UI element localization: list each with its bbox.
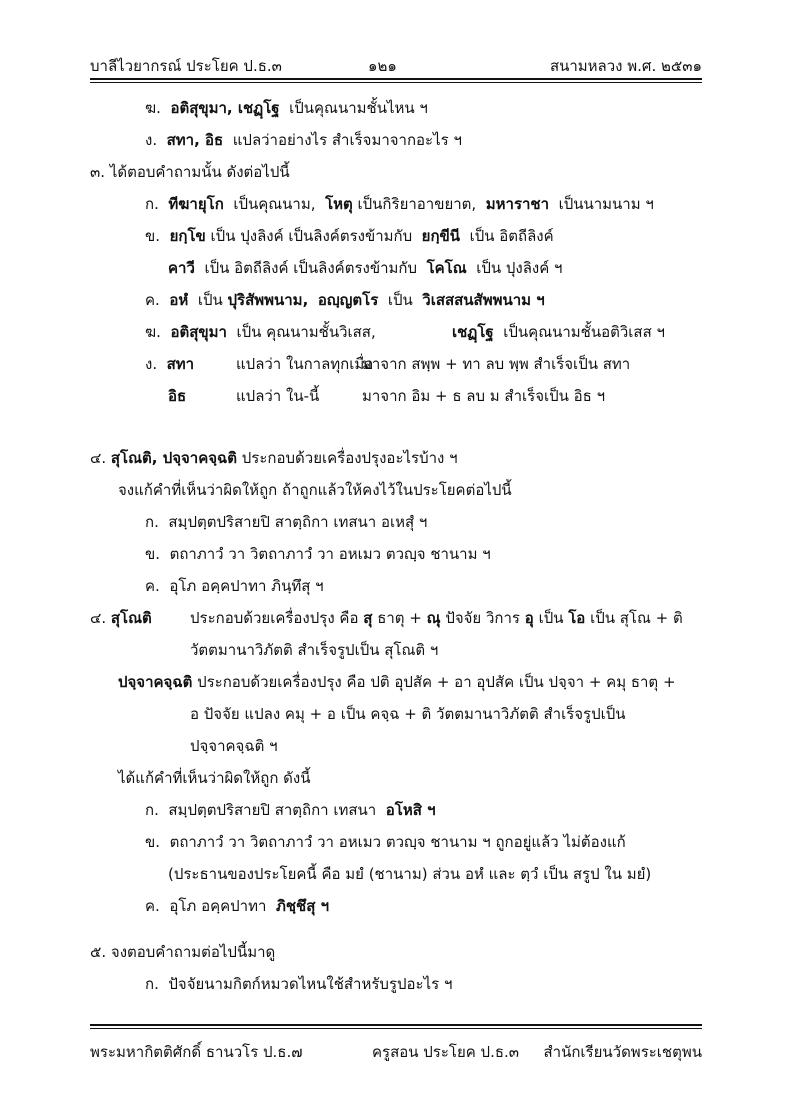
answer-line-part — [236, 386, 319, 406]
question-line — [145, 512, 427, 532]
answer-line — [168, 258, 562, 278]
question-text: แปลว่าอย่างไร สำเร็จมาจากอะไร ฯ — [232, 131, 462, 149]
question-line — [90, 448, 458, 468]
item-label: ง. — [145, 355, 158, 373]
answer-text: ได้แก้คำที่เห็นว่าผิดให้ถูก ดังนี้ — [118, 769, 311, 787]
answer-text: เป็น — [197, 291, 223, 309]
answer-line — [190, 704, 626, 724]
answer-text: มาจาก สพฺพ + ทา ลบ พฺพ สำเร็จเป็น สทา — [362, 355, 631, 373]
answer-text: สมฺปตฺตปริสายปิ สาตฺถิกา เทสนา — [168, 801, 377, 819]
bold-term: เชฏฺโฐ — [452, 323, 494, 341]
footer-rule-thin — [90, 1028, 702, 1029]
item-label: ค. — [145, 897, 160, 915]
bold-term: ภิชฺชึสุ ฯ — [275, 897, 330, 915]
question-line — [145, 98, 428, 118]
bold-term: อติสุขุมา — [170, 323, 227, 341]
answer-text: มาจาก อิม + ธ ลบ ม สำเร็จเป็น อิธ ฯ — [362, 387, 606, 405]
question-text: ประกอบด้วยเครื่องปรุงอะไรบ้าง ฯ — [241, 449, 458, 467]
answer-line — [168, 386, 186, 406]
answer-line — [190, 640, 438, 660]
item-label: ก. — [145, 801, 159, 819]
bold-term: ยกฺโข — [169, 227, 206, 245]
answer-text: ประกอบด้วยเครื่องปรุง คือ ปติ อุปสัค + อา อุปสัค เป็น ปจฺจา + คมุ ธาตุ + — [197, 673, 676, 691]
section-number: ๔. — [90, 449, 107, 467]
answer-text: เป็น คุณนามชั้นวิเสส, — [236, 323, 376, 341]
bold-term: สทา, อิธ — [166, 131, 224, 149]
page-header — [90, 54, 702, 76]
answer-text: เป็น ปุงลิงค์ ฯ — [476, 259, 563, 277]
answer-line — [145, 226, 554, 246]
header-rule-thin — [90, 82, 702, 83]
answer-text: เป็นนามนาม ฯ — [558, 195, 654, 213]
answer-text: อุโภ อคฺคปาทา — [169, 897, 267, 915]
question-text: ปัจจัยนามกิตก์หมวดไหนใช้สำหรับรูปอะไร ฯ — [168, 975, 453, 993]
question-line — [118, 480, 512, 500]
answer-text: แปลว่า ในกาลทุกเมื่อ — [236, 355, 374, 373]
answer-text: เป็น สุโณ + ติ — [590, 609, 683, 627]
bold-term: วิเสสสนสัพพนาม ฯ — [422, 291, 545, 309]
answer-line-part — [362, 354, 630, 374]
answer-line — [145, 800, 436, 820]
bold-term: อติสุขุมา, เชฏฺโฐ — [170, 99, 280, 117]
answer-intro — [90, 162, 290, 182]
footer-role: ครูสอน ประโยค ป.ธ.๓ — [372, 1043, 520, 1061]
item-label: ฆ. — [145, 323, 161, 341]
answer-text: ประกอบด้วยเครื่องปรุง คือ — [190, 609, 359, 627]
item-label: ก. — [145, 195, 159, 213]
bold-term: สทา — [166, 355, 195, 373]
bold-term: อโหสิ ฯ — [385, 801, 436, 819]
answer-text: อ ปัจจัย แปลง คมุ + อ เป็น คจฺฉ + ติ วัตตมานาวิภัตติ สำเร็จรูปเป็น — [190, 705, 626, 723]
answer-text: แปลว่า ใน-นี้ — [236, 387, 320, 405]
answer-text: ปจฺจาคจฺฉติ ฯ — [190, 737, 278, 755]
answer-intro-text: ได้ตอบคำถามนั้น ดังต่อไปนี้ — [109, 163, 290, 181]
header-book-title: บาลีไวยากรณ์ ประโยค ป.ธ.๓ — [90, 57, 282, 75]
bold-term: สุโณติ, ปจฺจาคจฺฉติ — [110, 449, 237, 467]
bold-term: อุ — [524, 609, 534, 627]
answer-line — [118, 672, 676, 692]
answer-note: (ประธานของประโยคนี้ คือ มยํ (ชานาม) ส่วน อหํ และ ตฺวํ เป็น สรูป ใน มยํ) — [168, 865, 652, 883]
answer-text: เป็นคุณนาม, — [233, 195, 316, 213]
answer-line — [145, 194, 654, 214]
page-number: ๑๒๑ — [368, 57, 397, 75]
answer-line — [145, 290, 545, 310]
answer-line-part — [190, 608, 683, 628]
bold-term: อหํ — [169, 291, 189, 309]
answer-text: วัตตมานาวิภัตติ สำเร็จรูปเป็น สุโณติ ฯ — [190, 641, 439, 659]
bold-term: มหาราชา — [485, 195, 550, 213]
answer-text: ธาตุ + — [377, 609, 422, 627]
bold-term: โหตุ — [325, 195, 353, 213]
bold-term: ปจฺจาคจฺฉติ — [118, 673, 193, 691]
answer-line-part — [236, 354, 373, 374]
question-line — [145, 130, 462, 150]
bold-term: สุโณติ — [110, 609, 152, 627]
question-text: สมฺปตฺตปริสายปิ สาตฺถิกา เทสนา อเหสุํ ฯ — [168, 513, 428, 531]
answer-line — [145, 354, 194, 374]
item-label: ข. — [145, 227, 161, 245]
item-label: ข. — [145, 545, 161, 563]
question-text: ตถาภาวํ วา วิตถาภาวํ วา อหเมว ตวญฺจ ชานาม ฯ — [169, 545, 491, 563]
item-label: ค. — [145, 291, 160, 309]
bold-term: ยกฺขีนี — [421, 227, 461, 245]
page-footer — [90, 1040, 702, 1062]
answer-text: เป็น อิตถีลิงค์ — [469, 227, 554, 245]
bold-term: คาวี — [168, 259, 195, 277]
footer-author: พระมหากิตติศักดิ์ ธานวโร ป.ธ.๗ — [90, 1043, 303, 1061]
question-line — [90, 942, 275, 962]
question-text: จงแก้คำที่เห็นว่าผิดให้ถูก ถ้าถูกแล้วให้คงไว้ในประโยคต่อไปนี้ — [118, 481, 512, 499]
question-text: จงตอบคำถามต่อไปนี้มาดู — [110, 943, 276, 961]
item-label: ฆ. — [145, 99, 161, 117]
item-label: ค. — [145, 577, 160, 595]
answer-text: เป็น อิตถีลิงค์ เป็นลิงค์ตรงข้ามกับ — [204, 259, 418, 277]
question-text: เป็นคุณนามชั้นไหน ฯ — [289, 99, 428, 117]
header-exam-year: สนามหลวง พ.ศ. ๒๕๓๑ — [549, 57, 702, 75]
section-number: ๓. — [90, 163, 106, 181]
bold-term: สุ — [363, 609, 373, 627]
bold-term: โคโณ — [426, 259, 467, 277]
answer-line — [145, 322, 376, 342]
answer-text: เป็นกิริยาอาขยาต, — [357, 195, 477, 213]
section-number: ๕. — [90, 943, 107, 961]
header-rule-thick — [90, 78, 702, 80]
question-line — [145, 544, 491, 564]
answer-line — [190, 736, 278, 756]
item-label: ก. — [145, 513, 159, 531]
item-label: ก. — [145, 975, 159, 993]
bold-term: อิธ — [168, 387, 187, 405]
section-number: ๔. — [90, 609, 107, 627]
footer-rule-thick — [90, 1024, 702, 1026]
answer-line — [168, 864, 651, 884]
answer-text: ปัจจัย วิการ — [445, 609, 520, 627]
answer-text: ตถาภาวํ วา วิตถาภาวํ วา อหเมว ตวญฺจ ชานาม ฯ ถูกอยู่แล้ว ไม่ต้องแก้ — [169, 833, 626, 851]
question-line — [145, 576, 324, 596]
item-label: ง. — [145, 131, 158, 149]
answer-line — [145, 896, 329, 916]
bold-term: ณุ — [426, 609, 441, 627]
answer-text: เป็น — [538, 609, 564, 627]
bold-term: อญฺญตโร — [317, 291, 379, 309]
question-text: อุโภ อคฺคปาทา ภินฺทึสุ ฯ — [169, 577, 324, 595]
answer-text: เป็นคุณนามชั้นอติวิเสส ฯ — [503, 323, 665, 341]
answer-text: เป็น ปุงลิงค์ เป็นลิงค์ตรงข้ามกับ — [210, 227, 413, 245]
answer-line — [145, 832, 626, 852]
answer-line — [90, 608, 152, 628]
question-line — [145, 974, 452, 994]
answer-text: เป็น — [387, 291, 413, 309]
answer-line-part — [362, 386, 605, 406]
bold-term: ทีฆายุโก — [168, 195, 224, 213]
bold-term: โอ — [568, 609, 586, 627]
answer-line-part — [452, 322, 665, 342]
answer-line — [118, 768, 311, 788]
bold-term: ปุริสัพพนาม, — [227, 291, 309, 309]
footer-school: สำนักเรียนวัดพระเชตุพน — [543, 1043, 702, 1061]
item-label: ข. — [145, 833, 161, 851]
